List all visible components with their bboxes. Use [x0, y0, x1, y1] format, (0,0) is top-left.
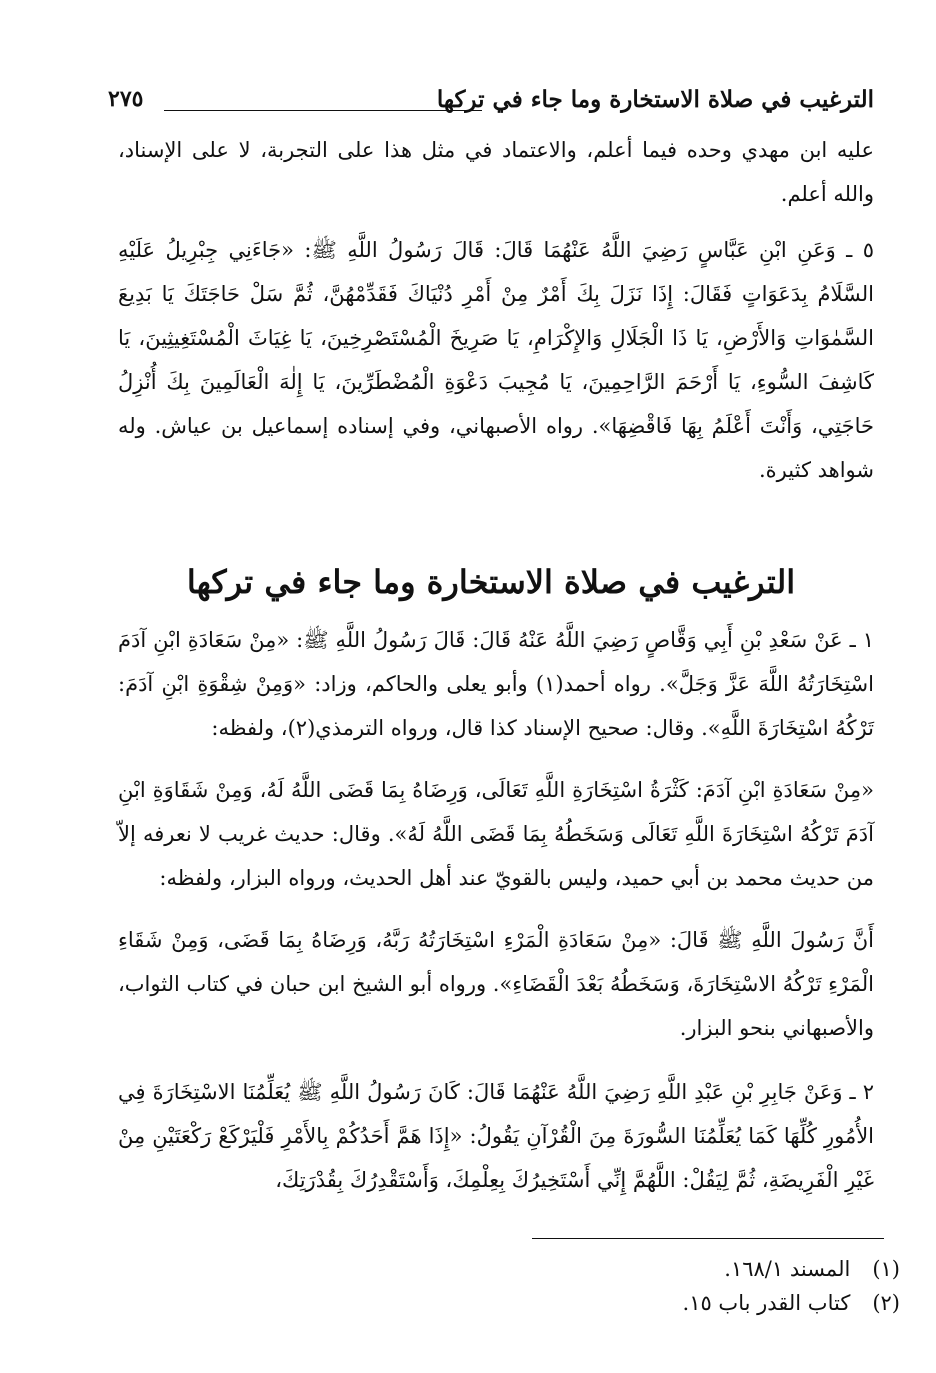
footnote-marker: (١) [872, 1257, 900, 1281]
hadith-1-saad: ١ ـ عَنْ سَعْدِ بْنِ أَبِي وَقَّاصٍ رَضِيَ اللَّهُ عَنْهُ قَالَ: قَالَ رَسُولُ اللَّهِ ﷺ: «مِنْ سَعَادَةِ ابْنِ آدَمَ اسْتِخَارَتُهُ اللَّهَ عَزَّ وَجَلَّ». رواه أحمد(١) وأبو يعلى والحاكم، وزاد: «وَمِنْ شِقْوَةِ ابْنِ آدَمَ: تَرْكُهُ اسْتِخَارَةَ اللَّهِ». وقال: صحيح الإسناد كذا قال، ورواه الترمذي(٢)، ولفظه: [118, 628, 874, 740]
hadith-2-jabir: ٢ ـ وَعَنْ جَابِرِ بْنِ عَبْدِ اللَّهِ رَضِيَ اللَّهُ عَنْهُمَا قَالَ: كَانَ رَسُولُ اللَّهِ ﷺ يُعَلِّمُنَا الاسْتِخَارَةَ فِي الأُمُورِ كُلِّهَا كَمَا يُعَلِّمُنَا السُّورَةَ مِنَ الْقُرْآنِ يَقُولُ: «إِذَا هَمَّ أَحَدُكُمْ بِالأَمْرِ فَلْيَرْكَعْ رَكْعَتَيْنِ مِنْ غَيْرِ الْفَرِيضَةِ، ثُمَّ لِيَقُلْ: اللَّهُمَّ إِنِّي أَسْتَخِيرُكَ بِعِلْمِكَ، وَأَسْتَقْدِرُكَ بِقُدْرَتِكَ، [118, 1080, 874, 1192]
footnote-1 [724, 1254, 900, 1284]
running-header [108, 86, 874, 126]
footnote-marker: (٢) [872, 1291, 900, 1315]
footnote-text: المسند ١٦٨/١. [724, 1257, 851, 1281]
footnote-text: كتاب القدر باب ١٥. [682, 1291, 851, 1315]
footnote-2 [683, 1288, 901, 1318]
header-rule [164, 110, 482, 111]
paragraph-continuation: عليه ابن مهدي وحده فيما أعلم، والاعتماد في مثل هذا على التجربة، لا على الإسناد، والله أعلم. [118, 138, 874, 206]
page-number: ٢٧٥ [108, 86, 144, 112]
bazzar-narration: أَنَّ رَسُولَ اللَّهِ ﷺ قَالَ: «مِنْ سَعَادَةِ الْمَرْءِ اسْتِخَارَتُهُ رَبَّهُ، وَرِضَاهُ بِمَا قَضَى، وَمِنْ شَقَاءِ الْمَرْءِ تَرْكُهُ الاسْتِخَارَةَ، وَسَخَطُهُ بَعْدَ الْقَضَاءِ». ورواه أبو الشيخ ابن حبان في كتاب الثواب، والأصبهاني بنحو البزار. [118, 928, 874, 1040]
footnote-rule [532, 1238, 884, 1239]
section-title: الترغيب في صلاة الاستخارة وما جاء في تركها [186, 563, 796, 601]
hadith-5-ibn-abbas: ٥ ـ وَعَنِ ابْنِ عَبَّاسٍ رَضِيَ اللَّهُ عَنْهُمَا قَالَ: قَالَ رَسُولُ اللَّهِ ﷺ: «جَاءَنِي جِبْرِيلُ عَلَيْهِ السَّلَامُ بِدَعَوَاتٍ فَقَالَ: إِذَا نَزَلَ بِكَ أَمْرٌ مِنْ أَمْرِ دُنْيَاكَ فَقَدِّمْهُنَّ، ثُمَّ سَلْ حَاجَتَكَ يَا بَدِيعَ السَّمٰوَاتِ وَالأَرْضِ، يَا ذَا الْجَلَالِ وَالإِكْرَامِ، يَا صَرِيخَ الْمُسْتَصْرِخِينَ، يَا غِيَاثَ الْمُسْتَغِيثِينَ، يَا كَاشِفَ السُّوءِ، يَا أَرْحَمَ الرَّاحِمِينَ، يَا مُجِيبَ دَعْوَةِ الْمُضْطَرِّينَ، يَا إِلٰهَ الْعَالَمِينَ بِكَ أُنْزِلُ حَاجَتِي، وَأَنْتَ أَعْلَمُ بِهَا فَاقْضِهَا». رواه الأصبهاني، وفي إسناده إسماعيل بن عياش. وله شواهد كثيرة. [118, 238, 874, 482]
tirmidhi-narration: «مِنْ سَعَادَةِ ابْنِ آدَمَ: كَثْرَةُ اسْتِخَارَةِ اللَّهِ تَعَالَى، وَرِضَاهُ بِمَا قَضَى اللَّهُ لَهُ، وَمِنْ شَقَاوَةِ ابْنِ آدَمَ تَرْكُهُ اسْتِخَارَةَ اللَّهِ تَعَالَى وَسَخَطُهُ بِمَا قَضَى اللَّهُ لَهُ». وقال: حديث غريب لا نعرفه إلاّ من حديث محمد بن أبي حميد، وليس بالقويّ عند أهل الحديث، ورواه البزار، ولفظه: [118, 778, 874, 890]
running-title: الترغيب في صلاة الاستخارة وما جاء في تركها [436, 86, 874, 113]
